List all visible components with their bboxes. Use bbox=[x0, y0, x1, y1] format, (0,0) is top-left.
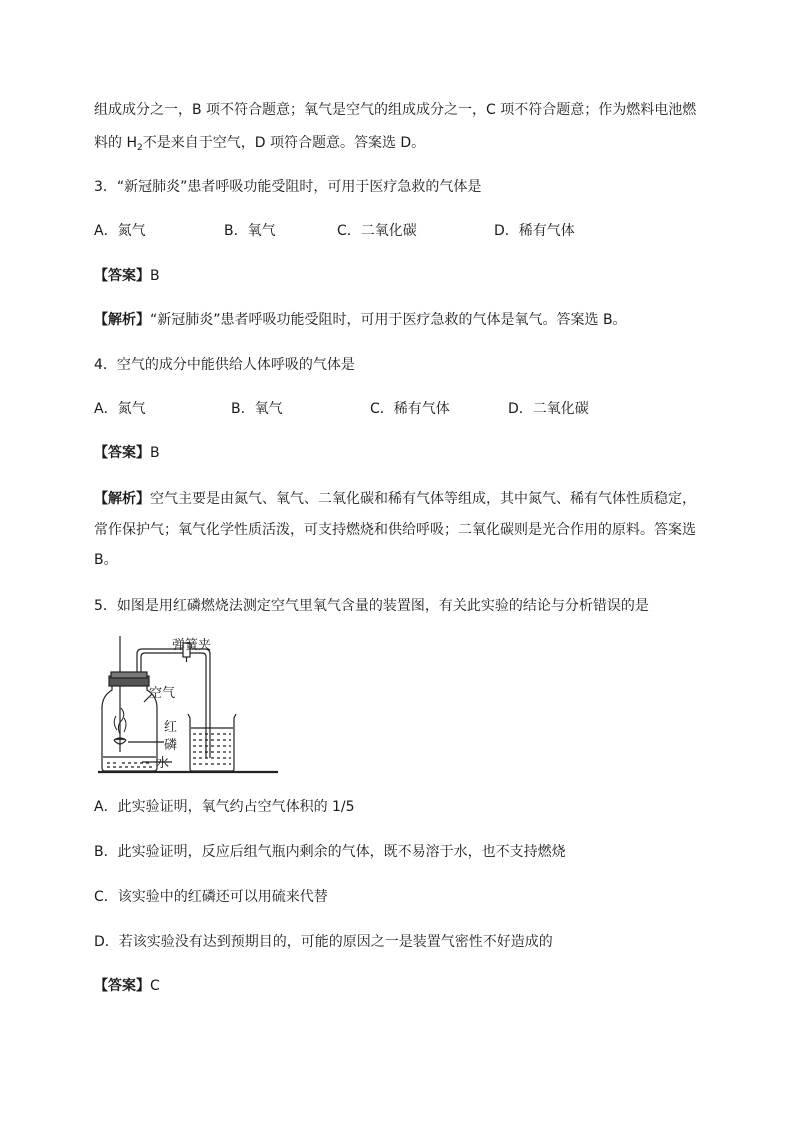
label-water: 水 bbox=[156, 756, 170, 771]
label-phosphorus-1: 红 bbox=[164, 720, 178, 735]
prev-analysis-line-2 bbox=[94, 133, 425, 158]
q4-analysis-line-2: 常作保护气；氧气化学性质活泼，可支持燃烧和供给呼吸；二氧化碳则是光合作用的原料。答案选 bbox=[94, 522, 696, 538]
answer-label: 【答案】 bbox=[94, 268, 150, 284]
q3-option-d: D．稀有气体 bbox=[494, 223, 575, 239]
label-air: 空气 bbox=[149, 686, 176, 701]
apparatus-diagram bbox=[92, 636, 322, 776]
q3-answer bbox=[94, 266, 160, 286]
question-4-stem: 4．空气的成分中能供给人体呼吸的气体是 bbox=[94, 357, 355, 373]
q4-option-c: C．稀有气体 bbox=[370, 401, 450, 417]
analysis-text: 空气主要是由氮气、氧气、二氧化碳和稀有气体等组成，其中氮气、稀有气体性质稳定， bbox=[150, 491, 696, 507]
analysis-label: 【解析】 bbox=[94, 312, 150, 328]
line-2-prefix: 料的 H bbox=[94, 135, 137, 151]
q4-option-b: B．氧气 bbox=[231, 401, 283, 417]
q3-option-c: C．二氧化碳 bbox=[337, 223, 417, 239]
question-5-stem: 5．如图是用红磷燃烧法测定空气里氧气含量的装置图，有关此实验的结论与分析错误的是 bbox=[94, 598, 649, 614]
prev-analysis-line-1: 组成成分之一，B 项不符合题意；氧气是空气的组成成分之一，C 项不符合题意；作为燃料电池燃 bbox=[94, 102, 697, 118]
q4-option-a: A．氮气 bbox=[94, 401, 146, 417]
q4-analysis-line-1 bbox=[94, 489, 696, 509]
q5-option-a: A．此实验证明，氧气约占空气体积的 1/5 bbox=[94, 799, 355, 815]
q5-option-d: D．若该实验没有达到预期目的，可能的原因之一是装置气密性不好造成的 bbox=[94, 934, 553, 950]
q4-answer bbox=[94, 443, 160, 463]
q3-option-b: B．氧气 bbox=[224, 223, 276, 239]
subscript-2: 2 bbox=[136, 143, 143, 153]
answer-value: C bbox=[150, 978, 160, 994]
answer-label: 【答案】 bbox=[94, 978, 150, 994]
q3-analysis bbox=[94, 310, 627, 330]
apparatus-drawing bbox=[92, 636, 322, 776]
question-3-stem: 3．“新冠肺炎”患者呼吸功能受阻时，可用于医疗急救的气体是 bbox=[94, 179, 482, 195]
answer-label: 【答案】 bbox=[94, 445, 150, 461]
q4-option-d: D．二氧化碳 bbox=[508, 401, 589, 417]
analysis-label: 【解析】 bbox=[94, 491, 150, 507]
answer-value: B bbox=[150, 445, 160, 461]
q5-option-c: C．该实验中的红磷还可以用硫来代替 bbox=[94, 889, 328, 905]
q5-answer bbox=[94, 976, 160, 996]
q3-option-a: A．氮气 bbox=[94, 223, 146, 239]
analysis-text: “新冠肺炎”患者呼吸功能受阻时，可用于医疗急救的气体是氧气。答案选 B。 bbox=[150, 312, 627, 328]
q5-option-b: B．此实验证明，反应后组气瓶内剩余的气体，既不易溶于水，也不支持燃烧 bbox=[94, 844, 566, 860]
q4-analysis-line-3: B。 bbox=[94, 552, 118, 568]
label-spring-clip: 弹簧夹 bbox=[172, 638, 212, 653]
label-phosphorus-2: 磷 bbox=[164, 738, 178, 753]
answer-value: B bbox=[150, 268, 160, 284]
line-2-suffix: 不是来自于空气，D 项符合题意。答案选 D。 bbox=[142, 135, 426, 151]
